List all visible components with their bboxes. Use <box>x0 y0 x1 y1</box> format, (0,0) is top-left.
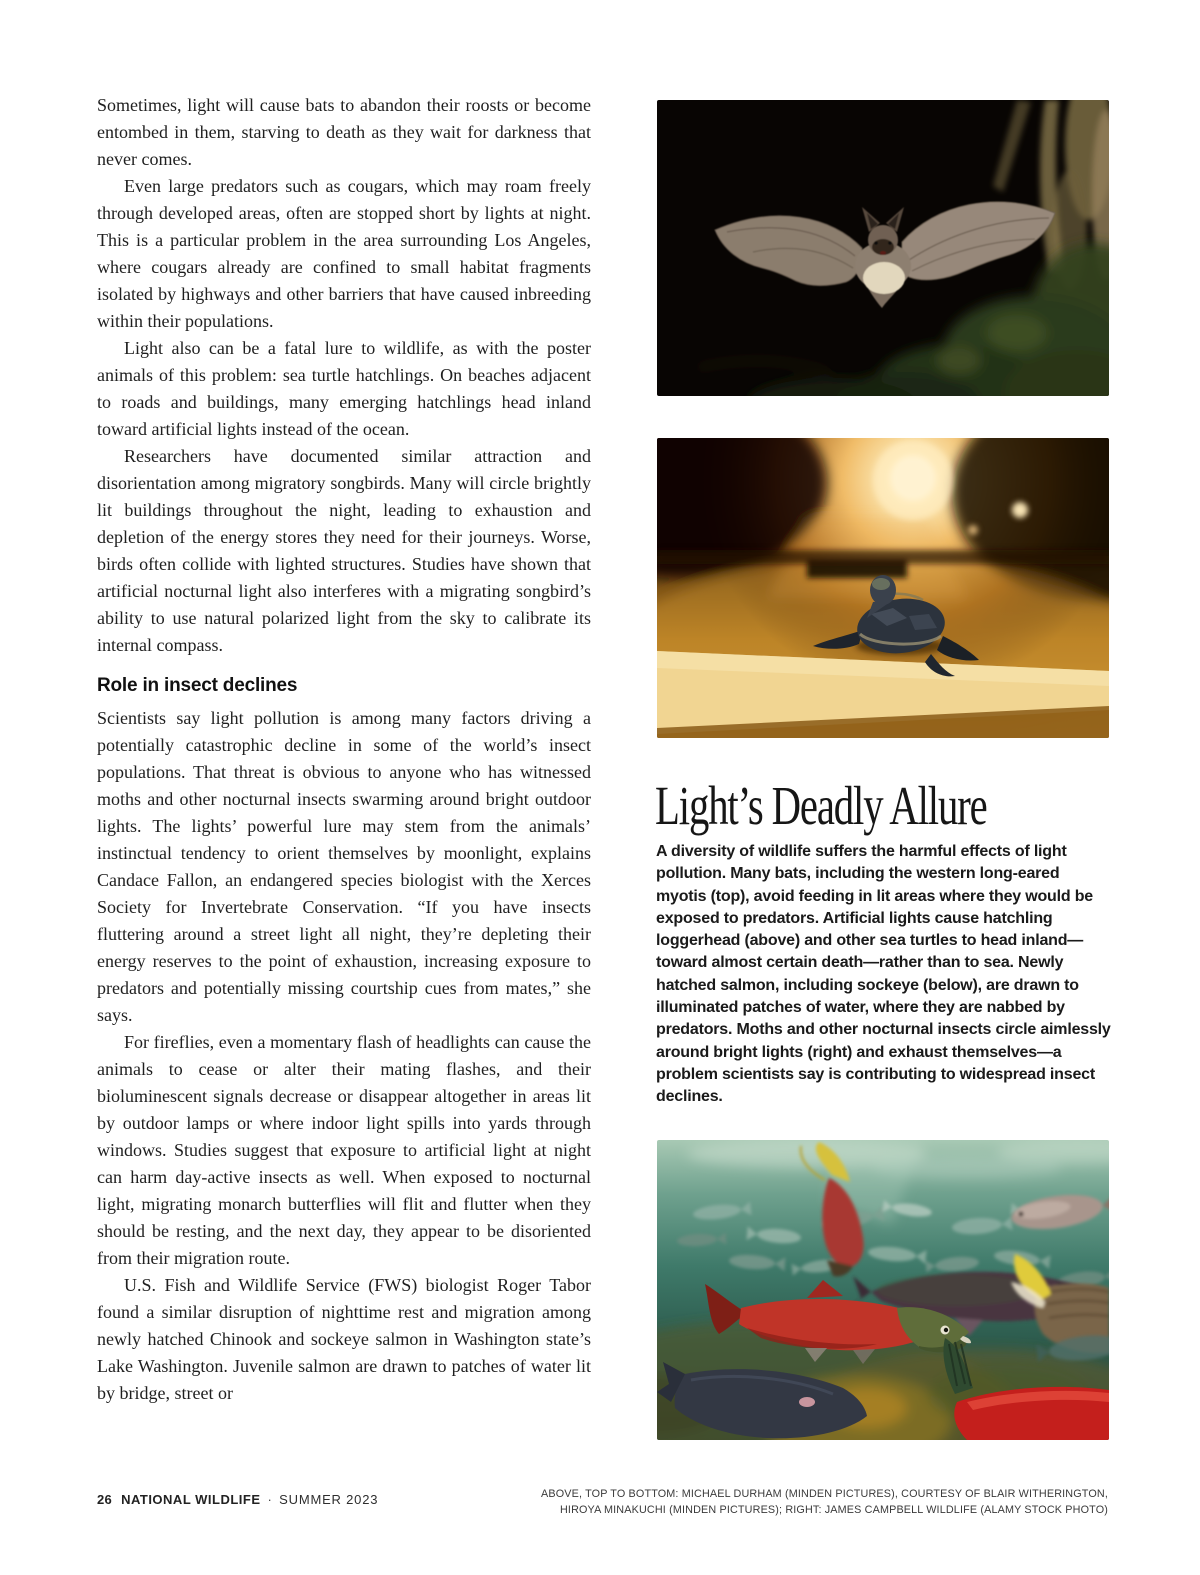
salmon-photo <box>657 1140 1109 1440</box>
page-number: 26 <box>97 1492 113 1507</box>
paragraph: Sometimes, light will cause bats to abandon their roosts or become entombed in them, starving to death as they wait for darkness that never comes. <box>97 95 591 169</box>
sidebar-headline: Light’s Deadly Allure <box>655 775 987 836</box>
sockeye-underwater-illustration <box>657 1140 1109 1440</box>
bat-night-illustration <box>657 100 1109 396</box>
paragraph: U.S. Fish and Wildlife Service (FWS) biologist Roger Tabor found a similar disruption of nighttime rest and migration among newly hatched Chinook and sockeye salmon in Washington state’s Lake Washington. Juvenile salmon are drawn to patches of water lit by bridge, street or <box>97 1275 591 1403</box>
magazine-name: NATIONAL WILDLIFE <box>121 1492 261 1507</box>
turtle-road-illustration <box>657 438 1109 738</box>
paragraph: Even large predators such as cougars, which may roam freely through developed areas, often are stopped short by lights at night. This is a particular problem in the area surrounding Los Angeles, where cougars already are confined to small habitat fragments isolated by highways and other barriers that have caused inbreeding within their populations. <box>97 176 591 331</box>
paragraph: Light also can be a fatal lure to wildlife, as with the poster animals of this problem: sea turtle hatchlings. On beaches adjacent to roads and buildings, many emerging hatchlings head inland toward artificial lights instead of the ocean. <box>97 338 591 439</box>
section-subhead: Role in insect declines <box>97 675 298 696</box>
photo-caption: A diversity of wildlife suffers the harmful effects of light pollution. Many bats, including the western long-eared myotis (top), avoid feeding in lit areas where they would be exposed to predators. Artificial lights cause hatchling loggerhead (above) and other sea turtles to head inland—toward almost certain death—rather than to sea. Newly hatched salmon, including sockeye (below), are drawn to illuminated patches of water, where they are nabbed by predators. Moths and other nocturnal insects circle aimlessly around bright lights (right) and exhaust themselves—a problem scientists say is contributing to widespread insect declines. <box>656 843 1111 1106</box>
credit-line: HIROYA MINAKUCHI (MINDEN PICTURES); RIGHT: JAMES CAMPBELL WILDLIFE (ALAMY STOCK PHOTO) <box>559 1503 1108 1516</box>
bat-photo <box>657 100 1109 396</box>
separator-dot: · <box>267 1492 273 1507</box>
article-body-column <box>97 92 591 1407</box>
issue-label: SUMMER 2023 <box>279 1492 379 1507</box>
folio-line <box>97 1492 378 1507</box>
paragraph: For fireflies, even a momentary flash of headlights can cause the animals to cease or alter their mating flashes, and their bioluminescent signals decrease or disappear altogether in areas lit by outdoor lamps or where indoor light spills into yards through windows. Studies suggest that exposure to artificial light at night can harm day-active insects as well. When exposed to nocturnal light, migrating monarch butterflies will flit and flutter when they should be resting, and the next day, they appear to be disoriented from their migration route. <box>97 1032 591 1268</box>
paragraph: Researchers have documented similar attraction and disorientation among migratory songbirds. Many will circle brightly lit buildings throughout the night, leading to exhaustion and depletion of the energy stores they need for their journeys. Worse, birds often collide with lighted structures. Studies have shown that artificial nocturnal light also interferes with a migrating songbird’s ability to use natural polarized light from the sky to calibrate its internal compass. <box>97 446 591 655</box>
sea-turtle-photo <box>657 438 1109 738</box>
credit-line: ABOVE, TOP TO BOTTOM: MICHAEL DURHAM (MINDEN PICTURES), COURTESY OF BLAIR WITHERINGTON, <box>541 1488 1108 1500</box>
paragraph: Scientists say light pollution is among many factors driving a potentially catastrophic decline in some of the world’s insect populations. That threat is obvious to anyone who has witnessed moths and other nocturnal insects swarming around bright outdoor lights. The lights’ powerful lure may stem from the animals’ instinctual tendency to orient themselves by moonlight, explains Candace Fallon, an endangered species biologist with the Xerces Society for Invertebrate Conservation. “If you have insects fluttering around a street light all night, they’re depleting their energy reserves to the point of exhaustion, increasing exposure to predators and potentially missing courtship cues from mates,” she says. <box>97 708 591 1025</box>
photo-credits <box>541 1487 1108 1518</box>
